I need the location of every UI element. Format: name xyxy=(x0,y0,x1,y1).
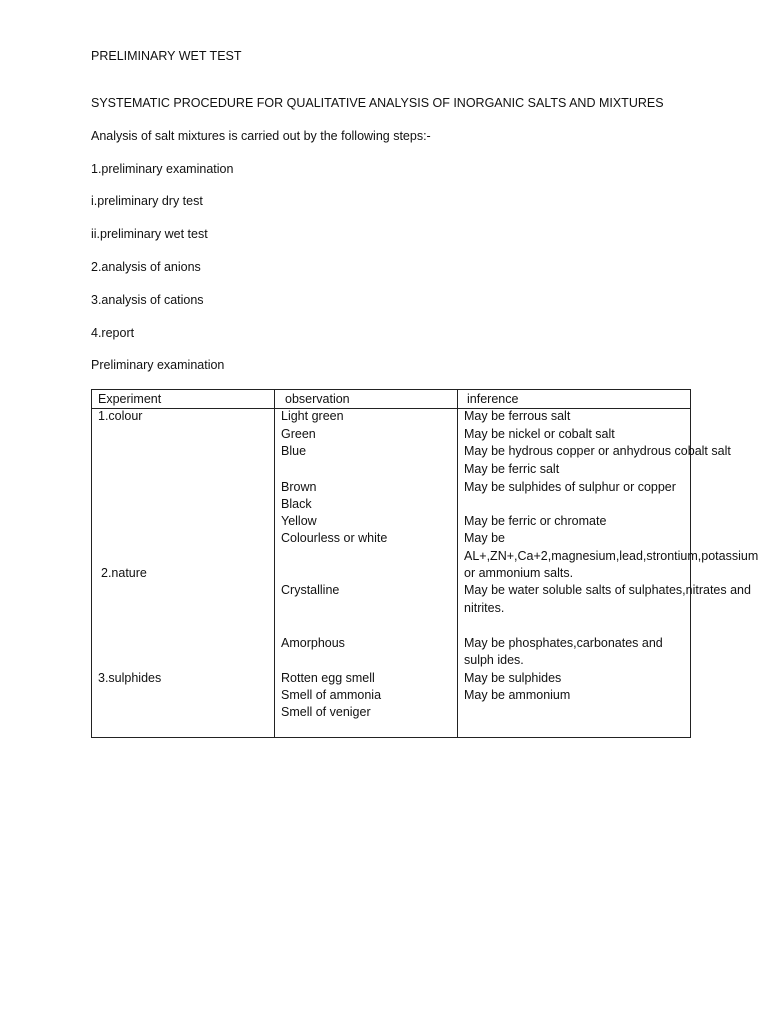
inference-cell: May be sulphides of sulphur or copper xyxy=(464,480,676,494)
inference-cell: or ammonium salts. xyxy=(464,566,574,580)
step-item: 1.preliminary examination xyxy=(91,162,234,176)
experiment-cell: 1.colour xyxy=(98,409,143,423)
step-item: 2.analysis of anions xyxy=(91,260,201,274)
inference-cell: May be water soluble salts of sulphates,nitrates and xyxy=(464,583,751,597)
header-inference: inference xyxy=(467,392,519,406)
observation-cell: Blue xyxy=(281,444,307,458)
observation-cell: Brown xyxy=(281,480,317,494)
experiment-cell: 2.nature xyxy=(101,566,147,580)
intro-text: Analysis of salt mixtures is carried out by the following steps:- xyxy=(91,129,431,143)
inference-cell: sulph ides. xyxy=(464,653,524,667)
inference-cell: May be sulphides xyxy=(464,671,562,685)
experiment-cell: 3.sulphides xyxy=(98,671,162,685)
inference-cell: May be hydrous copper or anhydrous cobalt salt xyxy=(464,444,731,458)
observation-cell: Colourless or white xyxy=(281,531,388,545)
inference-cell: AL+,ZN+,Ca+2,magnesium,lead,strontium,potassium xyxy=(464,549,759,563)
header-experiment: Experiment xyxy=(98,392,162,406)
observation-cell: Yellow xyxy=(281,514,317,528)
inference-cell: May be ammonium xyxy=(464,688,571,702)
inference-cell: May be phosphates,carbonates and xyxy=(464,636,663,650)
inference-cell: May be xyxy=(464,531,505,545)
inference-cell: May be ferrous salt xyxy=(464,409,571,423)
examination-table xyxy=(91,389,759,738)
header-divider xyxy=(92,408,690,409)
observation-cell: Light green xyxy=(281,409,344,423)
inference-cell: May be ferric or chromate xyxy=(464,514,607,528)
header-observation: observation xyxy=(285,392,350,406)
step-item: 3.analysis of cations xyxy=(91,293,204,307)
step-item: ii.preliminary wet test xyxy=(91,227,208,241)
inference-cell: May be nickel or cobalt salt xyxy=(464,427,615,441)
column-divider xyxy=(457,390,458,737)
inference-cell: May be ferric salt xyxy=(464,462,560,476)
step-item: i.preliminary dry test xyxy=(91,194,203,208)
observation-cell: Crystalline xyxy=(281,583,340,597)
inference-cell: nitrites. xyxy=(464,601,505,615)
observation-cell: Black xyxy=(281,497,312,511)
page-heading: PRELIMINARY WET TEST xyxy=(91,49,242,63)
column-divider xyxy=(274,390,275,737)
observation-cell: Smell of ammonia xyxy=(281,688,382,702)
page-subheading: SYSTEMATIC PROCEDURE FOR QUALITATIVE ANALYSIS OF INORGANIC SALTS AND MIXTURES xyxy=(91,96,664,110)
observation-cell: Smell of veniger xyxy=(281,705,371,719)
observation-cell: Amorphous xyxy=(281,636,345,650)
section-title: Preliminary examination xyxy=(91,358,225,372)
observation-cell: Rotten egg smell xyxy=(281,671,375,685)
step-item: 4.report xyxy=(91,326,135,340)
observation-cell: Green xyxy=(281,427,316,441)
